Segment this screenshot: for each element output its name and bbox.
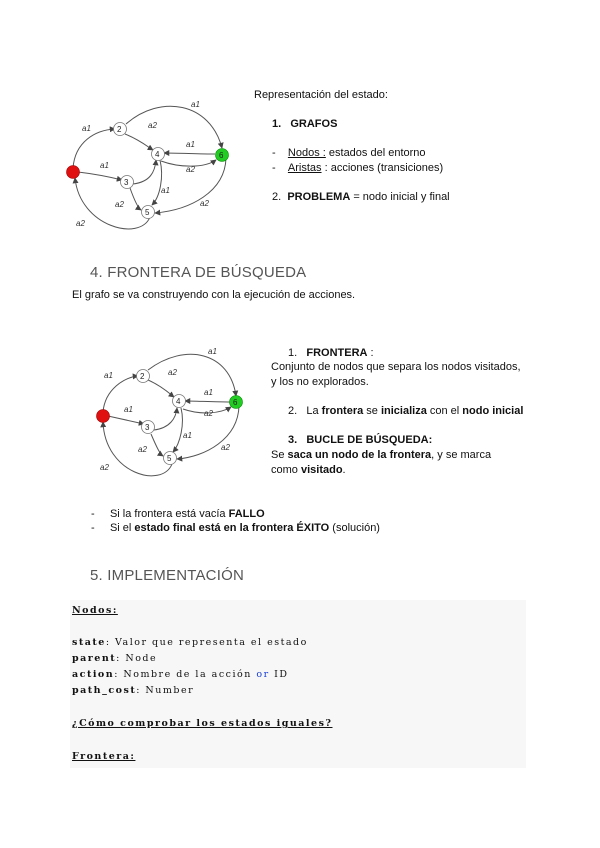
text-run-bold: inicializa	[380, 405, 427, 417]
dash: -	[272, 147, 276, 159]
section-4-heading: 4. FRONTERA DE BÚSQUEDA	[90, 264, 307, 281]
state-graph-diagram	[60, 92, 240, 232]
edge-3-4	[154, 408, 177, 430]
frontera-colon: :	[367, 347, 374, 359]
text-run: Si la frontera está vacía	[109, 508, 229, 520]
text-run-bold: frontera	[321, 405, 364, 417]
edge-label: a2	[76, 219, 85, 228]
text-run: .	[342, 464, 346, 476]
edge-4-5	[152, 160, 162, 205]
code-value: ID	[269, 669, 289, 680]
text-run: como	[271, 464, 301, 476]
problema-rest: = nodo inicial y final	[350, 191, 450, 203]
edge-label: a2	[100, 463, 109, 472]
node-label: 6	[219, 151, 224, 160]
edge-label: a1	[104, 371, 113, 380]
edge-label: a2	[200, 199, 209, 208]
text-run: , y se marca	[431, 449, 492, 461]
edge-label: a1	[100, 161, 109, 170]
frontera-title-text: Frontera:	[72, 751, 136, 762]
edges-desc: : acciones (transiciones)	[324, 162, 444, 174]
inicializa-item	[288, 404, 523, 418]
bucle-label: BUCLE DE BÚSQUEDA:	[306, 434, 433, 446]
question-line	[72, 718, 332, 729]
state-title: Representación del estado:	[254, 89, 388, 101]
text-run-bold: saca un nodo de la frontera	[287, 449, 432, 461]
code-value: : Valor que representa el estado	[105, 637, 308, 648]
dash: -	[272, 162, 276, 174]
node-label: 5	[167, 454, 172, 463]
code-keyword: or	[256, 669, 270, 680]
edges-definition	[272, 161, 443, 175]
section-4-intro: El grafo se va construyendo con la ejecución de acciones.	[72, 289, 356, 301]
nodos-title-text: Nodos:	[72, 605, 118, 616]
bucle-line1	[271, 448, 491, 462]
start-node-1	[97, 410, 110, 423]
code-value: : Number	[136, 685, 195, 696]
edge-2-4	[125, 134, 153, 150]
frontera-label: FRONTERA	[306, 347, 368, 359]
code-value: : Node	[116, 653, 158, 664]
edge-label: a2	[115, 200, 124, 209]
code-key: path_cost	[72, 685, 137, 696]
edge-6-4	[185, 401, 230, 402]
frontier-graph-diagram	[90, 344, 270, 484]
edge-label: a2	[204, 409, 213, 418]
grafos-number: 1.	[272, 118, 282, 130]
graph-svg-1	[60, 92, 240, 232]
code-block	[70, 600, 526, 768]
edge-label: a2	[221, 443, 230, 452]
bucle-item	[288, 433, 432, 447]
inicializa-number: 2.	[288, 405, 298, 417]
node-label: 2	[140, 372, 145, 381]
bullet-fallo: - Si la frontera está vacía FALLO	[91, 508, 265, 520]
frontera-item	[288, 346, 374, 360]
edge-3-4	[133, 160, 156, 184]
frontera-title	[72, 751, 135, 762]
problema-item	[272, 190, 450, 204]
frontera-number: 1.	[288, 347, 298, 359]
grafos-label: GRAFOS	[290, 118, 338, 130]
text-run-bold: ÉXITO	[293, 522, 330, 534]
nodes-desc: estados del entorno	[328, 147, 426, 159]
text-run-bold: visitado	[300, 464, 343, 476]
edge-label: a1	[124, 405, 133, 414]
node-label: 2	[117, 125, 122, 134]
edge-5-1	[75, 178, 150, 229]
bucle-line2	[271, 463, 346, 477]
edge-label: a1	[191, 100, 200, 109]
edge-2-6	[148, 354, 236, 396]
bullet-exito: - Si el estado final está en la frontera ÉXITO (solución)	[91, 522, 380, 534]
edge-1-3	[78, 172, 122, 180]
edge-3-5	[130, 188, 141, 210]
edge-3-5	[151, 434, 163, 456]
edge-1-3	[108, 416, 144, 424]
code-line-state	[72, 637, 308, 648]
edge-label: a1	[161, 186, 170, 195]
node-label: 4	[155, 150, 160, 159]
edge-label: a1	[204, 388, 213, 397]
code-key: state	[72, 637, 106, 648]
node-label: 5	[145, 208, 150, 217]
node-label: 3	[124, 178, 129, 187]
frontera-desc-line2: y los no explorados.	[271, 376, 369, 388]
text-run-bold: FALLO	[228, 508, 265, 520]
edge-2-4	[148, 380, 174, 397]
problema-label: PROBLEMA	[287, 191, 351, 203]
grafos-item	[272, 117, 337, 131]
edge-label: a1	[186, 140, 195, 149]
text-run: Si el	[109, 522, 135, 534]
text-run-bold: estado final está en la frontera	[134, 522, 294, 534]
edge-label: a2	[168, 368, 177, 377]
code-line-parent	[72, 653, 157, 664]
start-node-1	[67, 166, 80, 179]
node-label: 6	[233, 398, 238, 407]
graph-svg-2	[90, 344, 270, 484]
edge-6-4	[164, 153, 215, 154]
edge-4-5	[173, 408, 182, 452]
code-line-action	[72, 669, 289, 680]
edge-label: a1	[208, 347, 217, 356]
frontera-desc-line1: Conjunto de nodos que separa los nodos visitados,	[271, 361, 521, 373]
edge-label: a2	[148, 121, 157, 130]
text-run: (solución)	[329, 522, 380, 534]
text-run: con el	[426, 405, 463, 417]
node-label: 3	[145, 423, 150, 432]
question-text: ¿Cómo comprobar los estados iguales?	[72, 718, 333, 729]
nodes-definition	[272, 146, 426, 160]
edge-label: a1	[183, 431, 192, 440]
code-key: parent	[72, 653, 117, 664]
edge-label: a1	[82, 124, 91, 133]
bucle-number: 3.	[288, 434, 298, 446]
nodes-term: Nodos :	[287, 147, 326, 159]
edges-term: Aristas	[287, 162, 322, 174]
section-5-heading: 5. IMPLEMENTACIÓN	[90, 567, 244, 584]
text-run: La	[306, 405, 322, 417]
nodos-title	[72, 605, 118, 616]
edge-label: a2	[138, 445, 147, 454]
text-run: Se	[271, 449, 288, 461]
code-line-path-cost	[72, 685, 194, 696]
node-label: 4	[176, 397, 181, 406]
problema-number: 2.	[272, 191, 282, 203]
edge-label: a2	[186, 165, 195, 174]
code-value: : Nombre de la acción	[114, 669, 257, 680]
text-run: se	[363, 405, 381, 417]
code-key: action	[72, 669, 115, 680]
text-run-bold: nodo inicial	[462, 405, 524, 417]
